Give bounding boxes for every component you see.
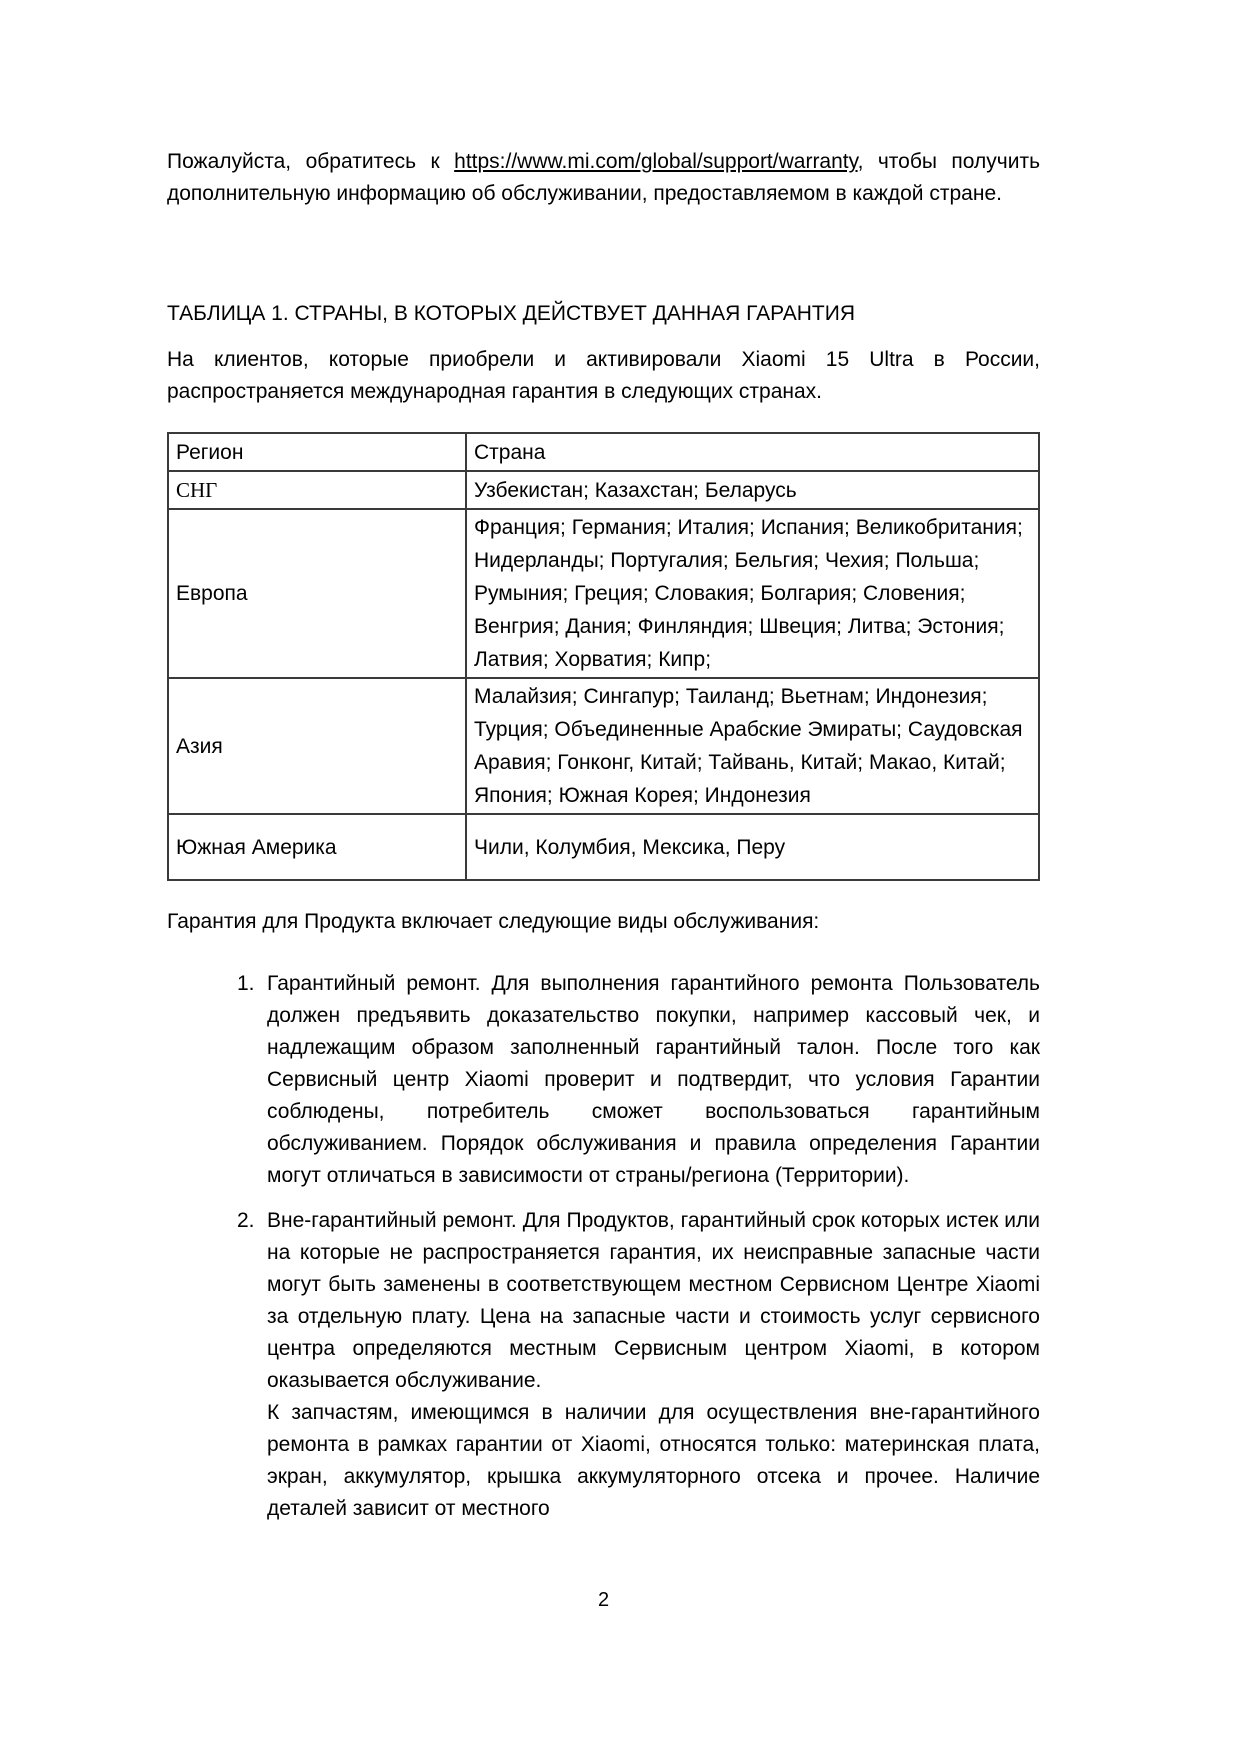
services-intro: Гарантия для Продукта включает следующие виды обслуживания:	[167, 910, 820, 933]
region-cell-cis: СНГ	[168, 471, 466, 509]
table-row-cis	[168, 471, 1039, 509]
warranty-url-link[interactable]: https://www.mi.com/global/support/warranty	[454, 150, 858, 173]
service-list	[167, 968, 1040, 1525]
countries-cell-asia: Малайзия; Сингапур; Таиланд; Вьетнам; Индонезия; Турция; Объединенные Арабские Эмираты; Саудовская Аравия; Гонконг, Китай; Тайвань, Китай; Макао, Китай; Япония; Южная Корея; Индонезия	[466, 678, 1039, 814]
page-number: 2	[597, 1589, 610, 1611]
table-row-south-america	[168, 814, 1039, 880]
region-cell-asia: Азия	[168, 678, 466, 814]
list-item-warranty-repair	[237, 968, 1040, 1192]
intro-text-before-link: Пожалуйста, обратитесь к	[167, 150, 455, 173]
intro-paragraph	[167, 146, 1040, 210]
table-1-heading: ТАБЛИЦА 1. СТРАНЫ, В КОТОРЫХ ДЕЙСТВУЕТ ДАННАЯ ГАРАНТИЯ	[167, 302, 856, 325]
countries-cell-south-america: Чили, Колумбия, Мексика, Перу	[466, 814, 1039, 880]
header-cell-country: Страна	[466, 433, 1039, 471]
list-item-number: 1.	[237, 972, 255, 995]
region-cell-south-america: Южная Америка	[168, 814, 466, 880]
countries-cell-europe: Франция; Германия; Италия; Испания; Великобритания; Нидерланды; Португалия; Бельгия; Чехия; Польша; Румыния; Греция; Словакия; Болгария; Словения; Венгрия; Дания; Финляндия; Швеция; Литва; Эстония; Латвия; Хорватия; Кипр;	[466, 509, 1039, 678]
list-item-text: Вне-гарантийный ремонт. Для Продуктов, гарантийный срок которых истек или на которые не распространяется гарантия, их неисправные запасные части могут быть заменены в соответствующем местном Сервисном Центре Xiaomi за отдельную плату. Цена на запасные части и стоимость услуг сервисного центра определяются местным Сервисным центром Xiaomi, в котором оказывается обслуживание.	[267, 1209, 1040, 1392]
countries-cell-cis: Узбекистан; Казахстан; Беларусь	[466, 471, 1039, 509]
table-description: На клиентов, которые приобрели и активировали Xiaomi 15 Ultra в России, распространяется международная гарантия в следующих странах.	[167, 348, 1040, 403]
intro-text-after-link: , чтобы получить дополнительную информацию об обслуживании, предоставляемом в каждой стране.	[167, 150, 1041, 205]
header-cell-region: Регион	[168, 433, 466, 471]
warranty-countries-table	[167, 432, 1040, 881]
list-item-text: Гарантийный ремонт. Для выполнения гарантийного ремонта Пользователь должен предъявить доказательство покупки, например кассовый чек, и надлежащим образом заполненный гарантийный талон. После того как Сервисный центр Xiaomi проверит и подтвердит, что условия Гарантии соблюдены, потребитель сможет воспользоваться гарантийным обслуживанием. Порядок обслуживания и правила определения Гарантии могут отличаться в зависимости от страны/региона (Территории).	[267, 972, 1040, 1187]
list-item-number: 2.	[237, 1209, 255, 1232]
list-item-text-continued: К запчастям, имеющимся в наличии для осуществления вне-гарантийного ремонта в рамках гарантии от Xiaomi, относятся только: материнская плата, экран, аккумулятор, крышка аккумуляторного отсека и прочее. Наличие деталей зависит от местного	[267, 1401, 1040, 1520]
warranty-countries-table-wrapper	[167, 432, 1040, 881]
region-cell-europe: Европа	[168, 509, 466, 678]
list-item-out-of-warranty-repair	[237, 1205, 1040, 1525]
table-row-europe	[168, 509, 1039, 678]
table-row-asia	[168, 678, 1039, 814]
table-header-row	[168, 433, 1039, 471]
